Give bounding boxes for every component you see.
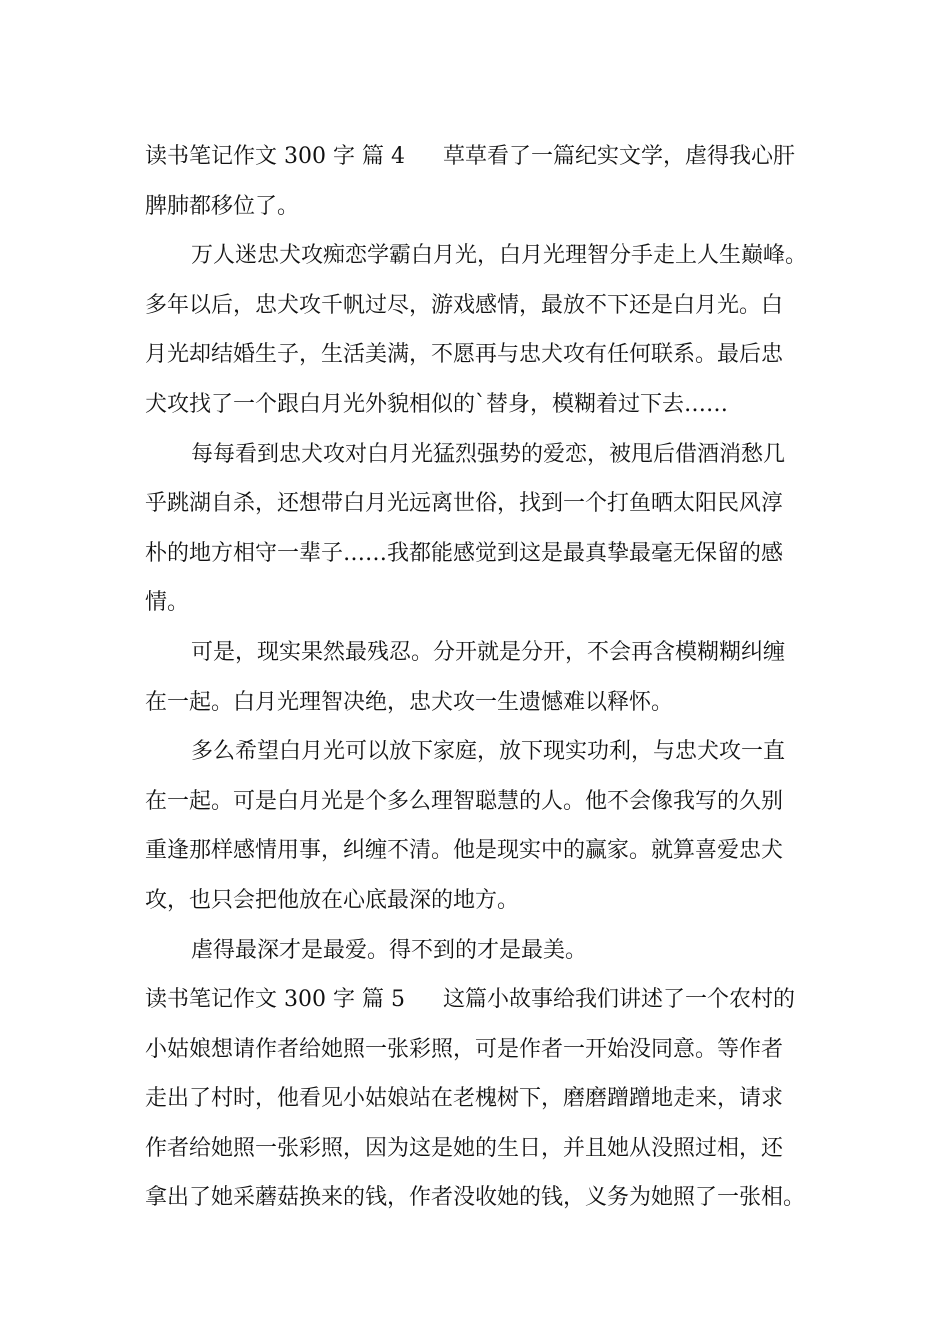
section-heading-5: 读书笔记作文 300 字 篇 5 [145,987,405,1013]
paragraph-line: 这篇小故事给我们讲述了一个农村的 [442,987,795,1013]
paragraph-line: 拿出了她采蘑菇换来的钱，作者没收她的钱，义务为她照了一张相。 [145,1185,806,1211]
paragraph-line: 多么希望白月光可以放下家庭，放下现实功利，与忠犬攻一直 [191,739,786,765]
paragraph-line: 犬攻找了一个跟白月光外貌相似的`替身，模糊着过下去…… [145,391,729,417]
paragraph-line: 草草看了一篇纪实文学，虐得我心肝 [442,144,795,169]
paragraph-line: 情。 [145,590,190,616]
paragraph-line: 走出了村时，他看见小姑娘站在老槐树下，磨磨蹭蹭地走来，请求 [145,1086,784,1112]
paragraph-line: 乎跳湖自杀，还想带白月光远离世俗，找到一个打鱼晒太阳民风淳 [145,491,784,517]
paragraph-line: 重逢那样感情用事，纠缠不清。他是现实中的赢家。就算喜爱忠犬 [145,838,784,864]
paragraph-line: 朴的地方相守一辈子……我都能感觉到这是最真挚最毫无保留的感 [145,540,784,566]
paragraph-line: 月光却结婚生子，生活美满，不愿再与忠犬攻有任何联系。最后忠 [145,342,784,368]
paragraph-line: 脾肺都移位了。 [145,193,300,219]
paragraph-line: 可是，现实果然最残忍。分开就是分开，不会再含模糊糊纠缠 [191,639,786,665]
paragraph-line: 虐得最深才是最爱。得不到的才是最美。 [191,937,588,963]
paragraph-line: 在一起。可是白月光是个多么理智聪慧的人。他不会像我写的久别 [145,788,784,814]
paragraph-line: 万人迷忠犬攻痴恋学霸白月光，白月光理智分手走上人生巅峰。 [191,243,808,269]
paragraph-line: 作者给她照一张彩照，因为这是她的生日，并且她从没照过相，还 [145,1135,784,1161]
section-heading-4: 读书笔记作文 300 字 篇 4 [145,144,405,169]
paragraph-line: 多年以后，忠犬攻千帆过尽，游戏感情，最放不下还是白月光。白 [145,292,784,318]
section-5-first-line [145,975,815,1025]
article-body [145,132,815,1223]
paragraph-line: 小姑娘想请作者给她照一张彩照，可是作者一开始没同意。等作者 [145,1036,784,1062]
paragraph-line: 每每看到忠犬攻对白月光猛烈强势的爱恋，被甩后借酒消愁几 [191,441,786,467]
paragraph-line: 攻，也只会把他放在心底最深的地方。 [145,887,520,913]
section-4-first-line [145,132,815,182]
paragraph-line: 在一起。白月光理智决绝，忠犬攻一生遗憾难以释怀。 [145,689,674,715]
